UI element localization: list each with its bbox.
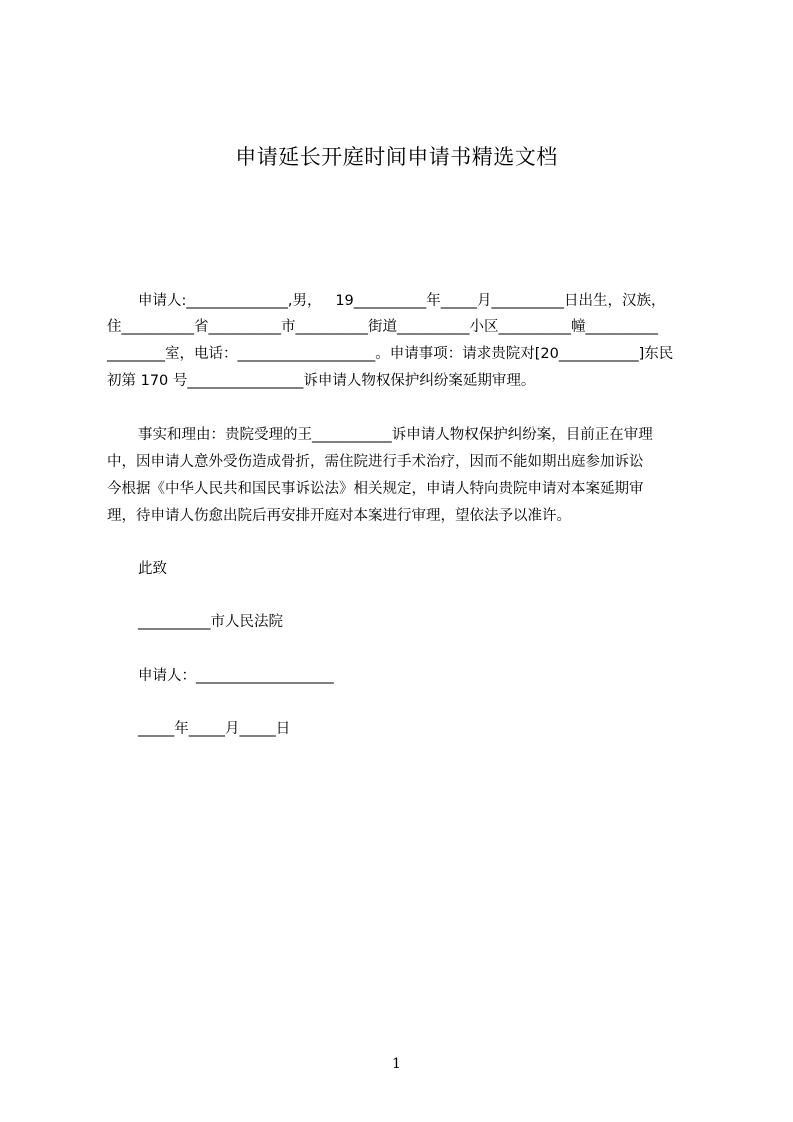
document-title: 申请延长开庭时间申请书精选文档 <box>235 145 558 169</box>
paragraph1-line2: 住__________省__________市__________街道__________小区__________幢__________ <box>107 319 658 335</box>
signature-date: _____年_____月_____日 <box>138 721 291 737</box>
page-number: 1 <box>392 1056 401 1072</box>
paragraph2-line3: 今根据《中华人民共和国民事诉讼法》相关规定，申请人特向贵院申请对本案延期审 <box>107 481 644 497</box>
paragraph1-line3: ________室，电话：___________________。申请事项：请求贵院对[20___________]东民 <box>107 346 674 362</box>
applicant-signature: 申请人：___________________ <box>138 668 334 684</box>
paragraph1-line4: 初第 170 号________________诉申请人物权保护纠纷案延期审理。 <box>107 373 536 389</box>
paragraph1-line1: 申请人:______________,男， 19__________年_____月__________日出生，汉族， <box>138 293 666 309</box>
paragraph2-line1: 事实和理由：贵院受理的王___________诉申请人物权保护纠纷案，目前正在审理 <box>138 427 653 443</box>
court-name: __________市人民法院 <box>138 614 283 630</box>
paragraph2-line4: 理，待申请人伤愈出院后再安排开庭对本案进行审理，望依法予以准许。 <box>107 508 571 524</box>
salutation: 此致 <box>138 561 167 577</box>
paragraph2-line2: 中，因申请人意外受伤造成骨折，需住院进行手术治疗，因而不能如期出庭参加诉讼 <box>107 454 644 470</box>
